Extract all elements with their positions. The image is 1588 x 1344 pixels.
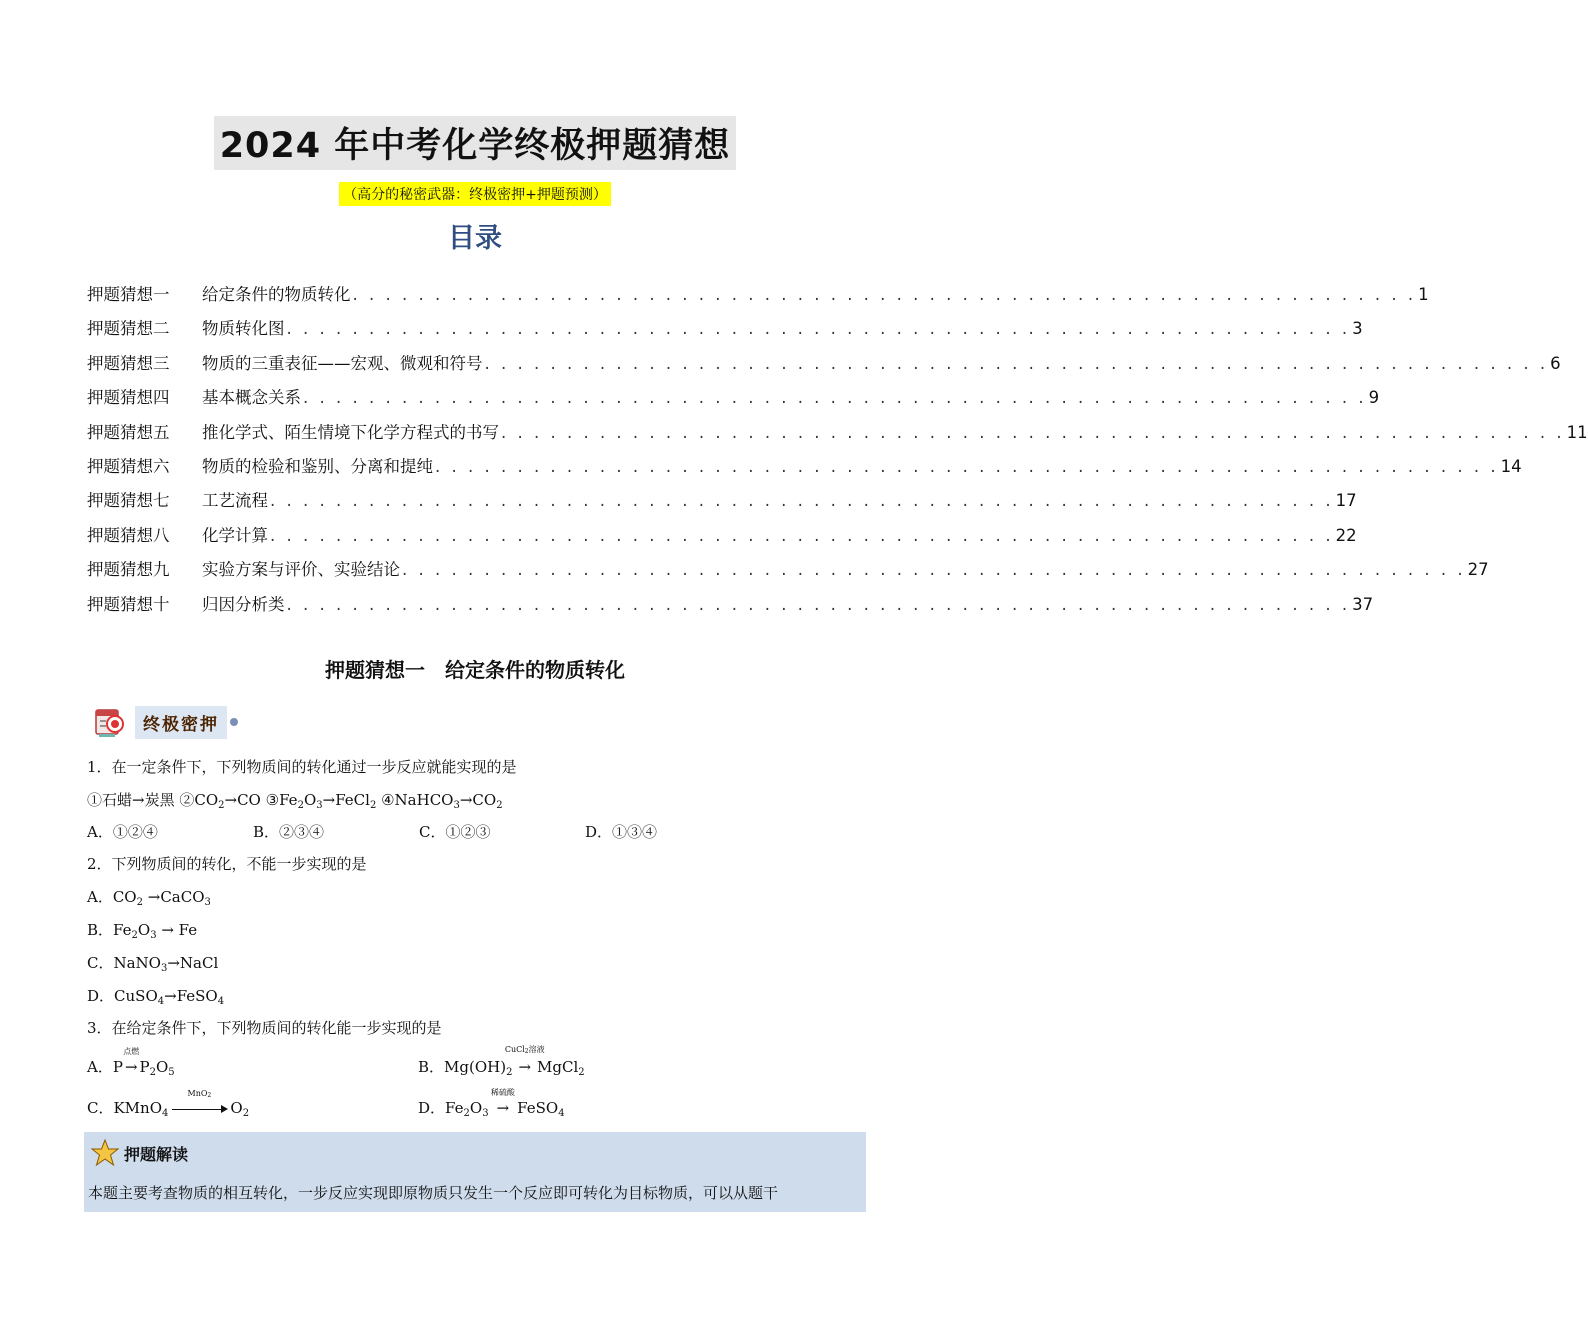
toc-entry-title: 归因分析类 xyxy=(202,594,285,614)
subtitle-wrap xyxy=(0,182,950,206)
question-1-items xyxy=(87,789,503,811)
toc-entry-label: 押题猜想五 xyxy=(87,422,170,442)
target-calendar-icon xyxy=(93,705,127,739)
question-2-stem: 2．下列物质间的转化，不能一步实现的是 xyxy=(87,855,367,873)
toc-leader-dots: . . . . . . . . . . . . . . . . . . . . . . . . . . . . . . . . . . . . . . . . . . . . . . . . . . . . . . . . . . . . . . . . . xyxy=(286,319,1351,339)
final-prediction-badge xyxy=(93,704,238,740)
toc-entry[interactable] xyxy=(87,453,1522,487)
reaction-arrow: 点燃 → xyxy=(123,1047,140,1076)
reaction-arrow: CuCl$_2$溶液 → xyxy=(504,1045,545,1076)
toc-heading: 目录 xyxy=(448,223,502,254)
toc-entry-page: 37 xyxy=(1352,594,1374,614)
question-3-stem: 3．在给定条件下，下列物质间的转化能一步实现的是 xyxy=(87,1019,442,1037)
toc-leader-dots: . . . . . . . . . . . . . . . . . . . . . . . . . . . . . . . . . . . . . . . . . . . . . . . . . . . . . . . . . . . . . . . . . xyxy=(402,560,1466,580)
toc-entry-title: 推化学式、陌生情境下化学方程式的书写 xyxy=(202,422,499,442)
question-1-options xyxy=(87,821,751,842)
toc-entry-label: 押题猜想一 xyxy=(87,285,170,304)
toc-entry[interactable] xyxy=(87,556,1489,590)
option-b[interactable]: B．②③④ xyxy=(253,823,325,841)
analysis-text: 本题主要考查物质的相互转化，一步反应实现即原物质只发生一个反应即可转化为目标物质，可以从题干 xyxy=(88,1184,779,1202)
option-a[interactable]: A．P 点燃 → $P_2O_5$ xyxy=(87,1047,175,1078)
toc-entry-title: 物质的三重表征——宏观、微观和符号 xyxy=(202,353,483,373)
toc-entry-label: 押题猜想八 xyxy=(87,525,170,545)
toc-entry-title: 物质转化图 xyxy=(202,319,285,339)
q1-item-1: ①石蜡→炭黑 xyxy=(87,791,175,809)
star-icon xyxy=(90,1138,120,1168)
question-1-stem: 1．在一定条件下，下列物质间的转化通过一步反应就能实现的是 xyxy=(87,758,517,776)
page-subtitle: （高分的秘密武器：终极密押+押题预测） xyxy=(339,182,611,206)
analysis-box xyxy=(84,1132,866,1212)
reaction-arrow: MnO$_2$ xyxy=(170,1099,228,1117)
toc-leader-dots: . . . . . . . . . . . . . . . . . . . . . . . . . . . . . . . . . . . . . . . . . . . . . . . . . . . . . . . . . . . . . . . . . xyxy=(352,285,1417,304)
option-b[interactable]: B．$Mg(OH)_2$ CuCl$_2$溶液 → MgCl$_2$ xyxy=(418,1045,585,1078)
reaction-arrow: 稀硫酸 → xyxy=(490,1088,515,1117)
badge-dot xyxy=(230,718,238,726)
toc-entry-page: 9 xyxy=(1368,388,1380,408)
page-title: 2024 年中考化学终极押题猜想 xyxy=(214,116,737,170)
toc-entry[interactable] xyxy=(87,281,1429,315)
toc-entry-label: 押题猜想四 xyxy=(87,388,170,408)
toc-entry-label: 押题猜想九 xyxy=(87,560,170,580)
toc-entry[interactable] xyxy=(87,591,1374,625)
option-a[interactable]: A．$CO_2$ →CaCO$_3$ xyxy=(87,888,211,908)
toc-entry-page: 3 xyxy=(1352,319,1363,339)
toc-leader-dots: . . . . . . . . . . . . . . . . . . . . . . . . . . . . . . . . . . . . . . . . . . . . . . . . . . . . . . . . . . . . . . . . . xyxy=(270,491,1334,511)
toc-entry[interactable] xyxy=(87,487,1357,521)
toc-entry-page: 17 xyxy=(1335,491,1357,511)
title-wrap xyxy=(0,116,950,170)
toc-entry-page: 1 xyxy=(1418,285,1429,304)
toc-leader-dots: . . . . . . . . . . . . . . . . . . . . . . . . . . . . . . . . . . . . . . . . . . . . . . . . . . . . . . . . . . . . . . . . . xyxy=(286,594,1351,614)
badge-label: 终极密押 xyxy=(135,706,227,739)
analysis-heading: 押题解读 xyxy=(124,1144,189,1164)
option-b[interactable]: B．$Fe_2O_3 \to Fe$ xyxy=(87,921,198,941)
toc-entry-title: 实验方案与评价、实验结论 xyxy=(202,560,400,580)
toc-entry[interactable] xyxy=(87,384,1380,418)
q1-item-4: $④NaHCO_3\to CO_2$ xyxy=(381,791,503,811)
q1-item-3: $③Fe_2O_3\to FeCl_2$ xyxy=(265,791,377,811)
section-heading: 押题猜想一 给定条件的物质转化 xyxy=(325,658,625,682)
toc-entry-label: 押题猜想三 xyxy=(87,353,170,373)
toc-entry[interactable] xyxy=(87,522,1357,556)
toc-entry-page: 22 xyxy=(1335,525,1357,545)
toc-leader-dots: . . . . . . . . . . . . . . . . . . . . . . . . . . . . . . . . . . . . . . . . . . . . . . . . . . . . . . . . . . . . . . . . . xyxy=(435,456,1499,476)
option-d[interactable]: D．①③④ xyxy=(585,823,658,841)
toc-leader-dots: . . . . . . . . . . . . . . . . . . . . . . . . . . . . . . . . . . . . . . . . . . . . . . . . . . . . . . . . . . . . . . . . . xyxy=(501,422,1565,442)
toc-leader-dots: . . . . . . . . . . . . . . . . . . . . . . . . . . . . . . . . . . . . . . . . . . . . . . . . . . . . . . . . . . . . . . . . . xyxy=(270,525,1334,545)
analysis-header xyxy=(90,1138,188,1168)
option-a[interactable]: A．①②④ xyxy=(87,823,158,841)
toc-entry[interactable] xyxy=(87,315,1363,349)
toc-entry-label: 押题猜想二 xyxy=(87,319,170,339)
option-d[interactable]: D．CuSO$_4$→FeSO$_4$ xyxy=(87,987,225,1007)
toc-entry-title: 化学计算 xyxy=(202,525,268,545)
toc-entry-title: 给定条件的物质转化 xyxy=(202,285,351,304)
toc-entry-page: 14 xyxy=(1500,456,1522,476)
toc-entry-title: 工艺流程 xyxy=(202,491,268,511)
toc-entry-title: 基本概念关系 xyxy=(202,388,301,408)
toc-leader-dots: . . . . . . . . . . . . . . . . . . . . . . . . . . . . . . . . . . . . . . . . . . . . . . . . . . . . . . . . . . . . . . . . . xyxy=(303,388,1367,408)
option-d[interactable]: D．$Fe_2O_3$ 稀硫酸 → FeSO$_4$ xyxy=(418,1088,565,1119)
toc-entry-label: 押题猜想六 xyxy=(87,456,170,476)
option-c[interactable]: C．NaNO$_3$→NaCl xyxy=(87,954,219,974)
toc-entry-page: 11 xyxy=(1566,422,1588,442)
option-c[interactable]: C．①②③ xyxy=(419,823,491,841)
toc-entry[interactable] xyxy=(87,350,1561,384)
toc-entry-label: 押题猜想七 xyxy=(87,491,170,511)
q1-item-2: $②CO_2\to CO$ xyxy=(179,791,261,811)
toc-entry-label: 押题猜想十 xyxy=(87,594,170,614)
table-of-contents xyxy=(87,281,1588,625)
toc-entry-page: 27 xyxy=(1467,560,1489,580)
option-c[interactable]: C．KMnO$_4$ MnO$_2$ $O_2$ xyxy=(87,1089,250,1119)
toc-entry-title: 物质的检验和鉴别、分离和提纯 xyxy=(202,456,433,476)
toc-entry[interactable] xyxy=(87,419,1588,453)
toc-leader-dots: . . . . . . . . . . . . . . . . . . . . . . . . . . . . . . . . . . . . . . . . . . . . . . . . . . . . . . . . . . . . . . . . . xyxy=(484,353,1549,373)
toc-entry-page: 6 xyxy=(1550,353,1561,373)
